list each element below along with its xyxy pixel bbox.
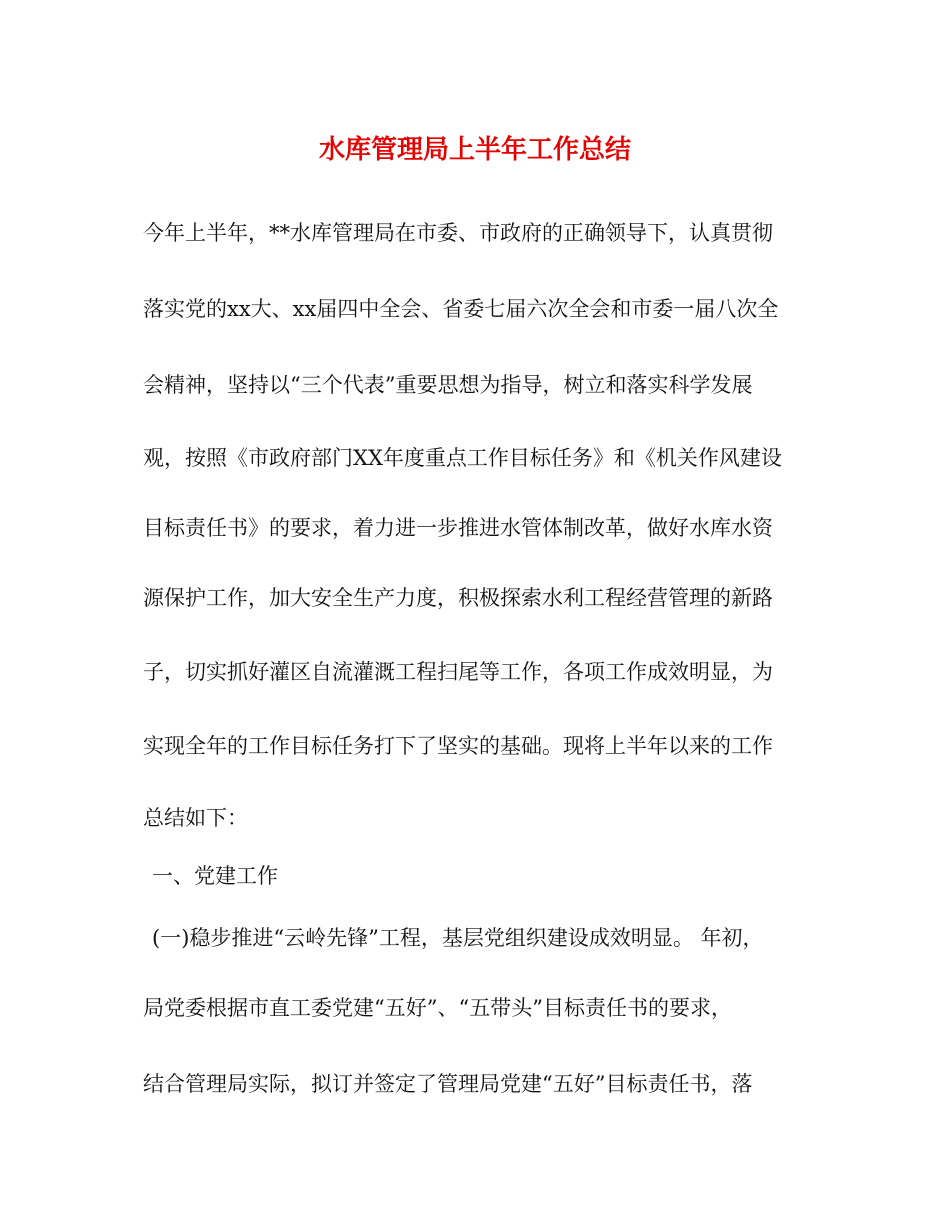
body-line: 今年上半年，**水库管理局在市委、市政府的正确领导下，认真贯彻 bbox=[143, 221, 773, 245]
body-line: 会精神，坚持以“三个代表”重要思想为指导，树立和落实科学发展 bbox=[143, 373, 753, 397]
body-line: 观，按照《市政府部门XX年度重点工作目标任务》和《机关作风建设 bbox=[143, 446, 782, 470]
body-line: 源保护工作，加大安全生产力度，积极探索水利工程经营管理的新路 bbox=[143, 586, 773, 610]
subsection-line: (一)稳步推进“云岭先锋”工程，基层党组织建设成效明显。 年初， bbox=[152, 926, 764, 950]
body-line: 目标责任书》的要求，着力进一步推进水管体制改革，做好水库水资 bbox=[143, 516, 773, 540]
body-line: 实现全年的工作目标任务打下了坚实的基础。现将上半年以来的工作 bbox=[143, 734, 773, 758]
body-line: 局党委根据市直工委党建“五好”、“五带头”目标责任书的要求， bbox=[143, 996, 732, 1020]
body-line: 子，切实抓好灌区自流灌溉工程扫尾等工作，各项工作成效明显，为 bbox=[143, 660, 773, 684]
body-line: 结合管理局实际，拟订并签定了管理局党建“五好”目标责任书，落 bbox=[143, 1072, 753, 1096]
document-title: 水库管理局上半年工作总结 bbox=[318, 135, 631, 165]
body-line: 总结如下： bbox=[143, 806, 248, 830]
section-heading: 一、党建工作 bbox=[152, 864, 278, 888]
body-line: 落实党的xx大、xx届四中全会、省委七届六次全会和市委一届八次全 bbox=[143, 297, 779, 321]
